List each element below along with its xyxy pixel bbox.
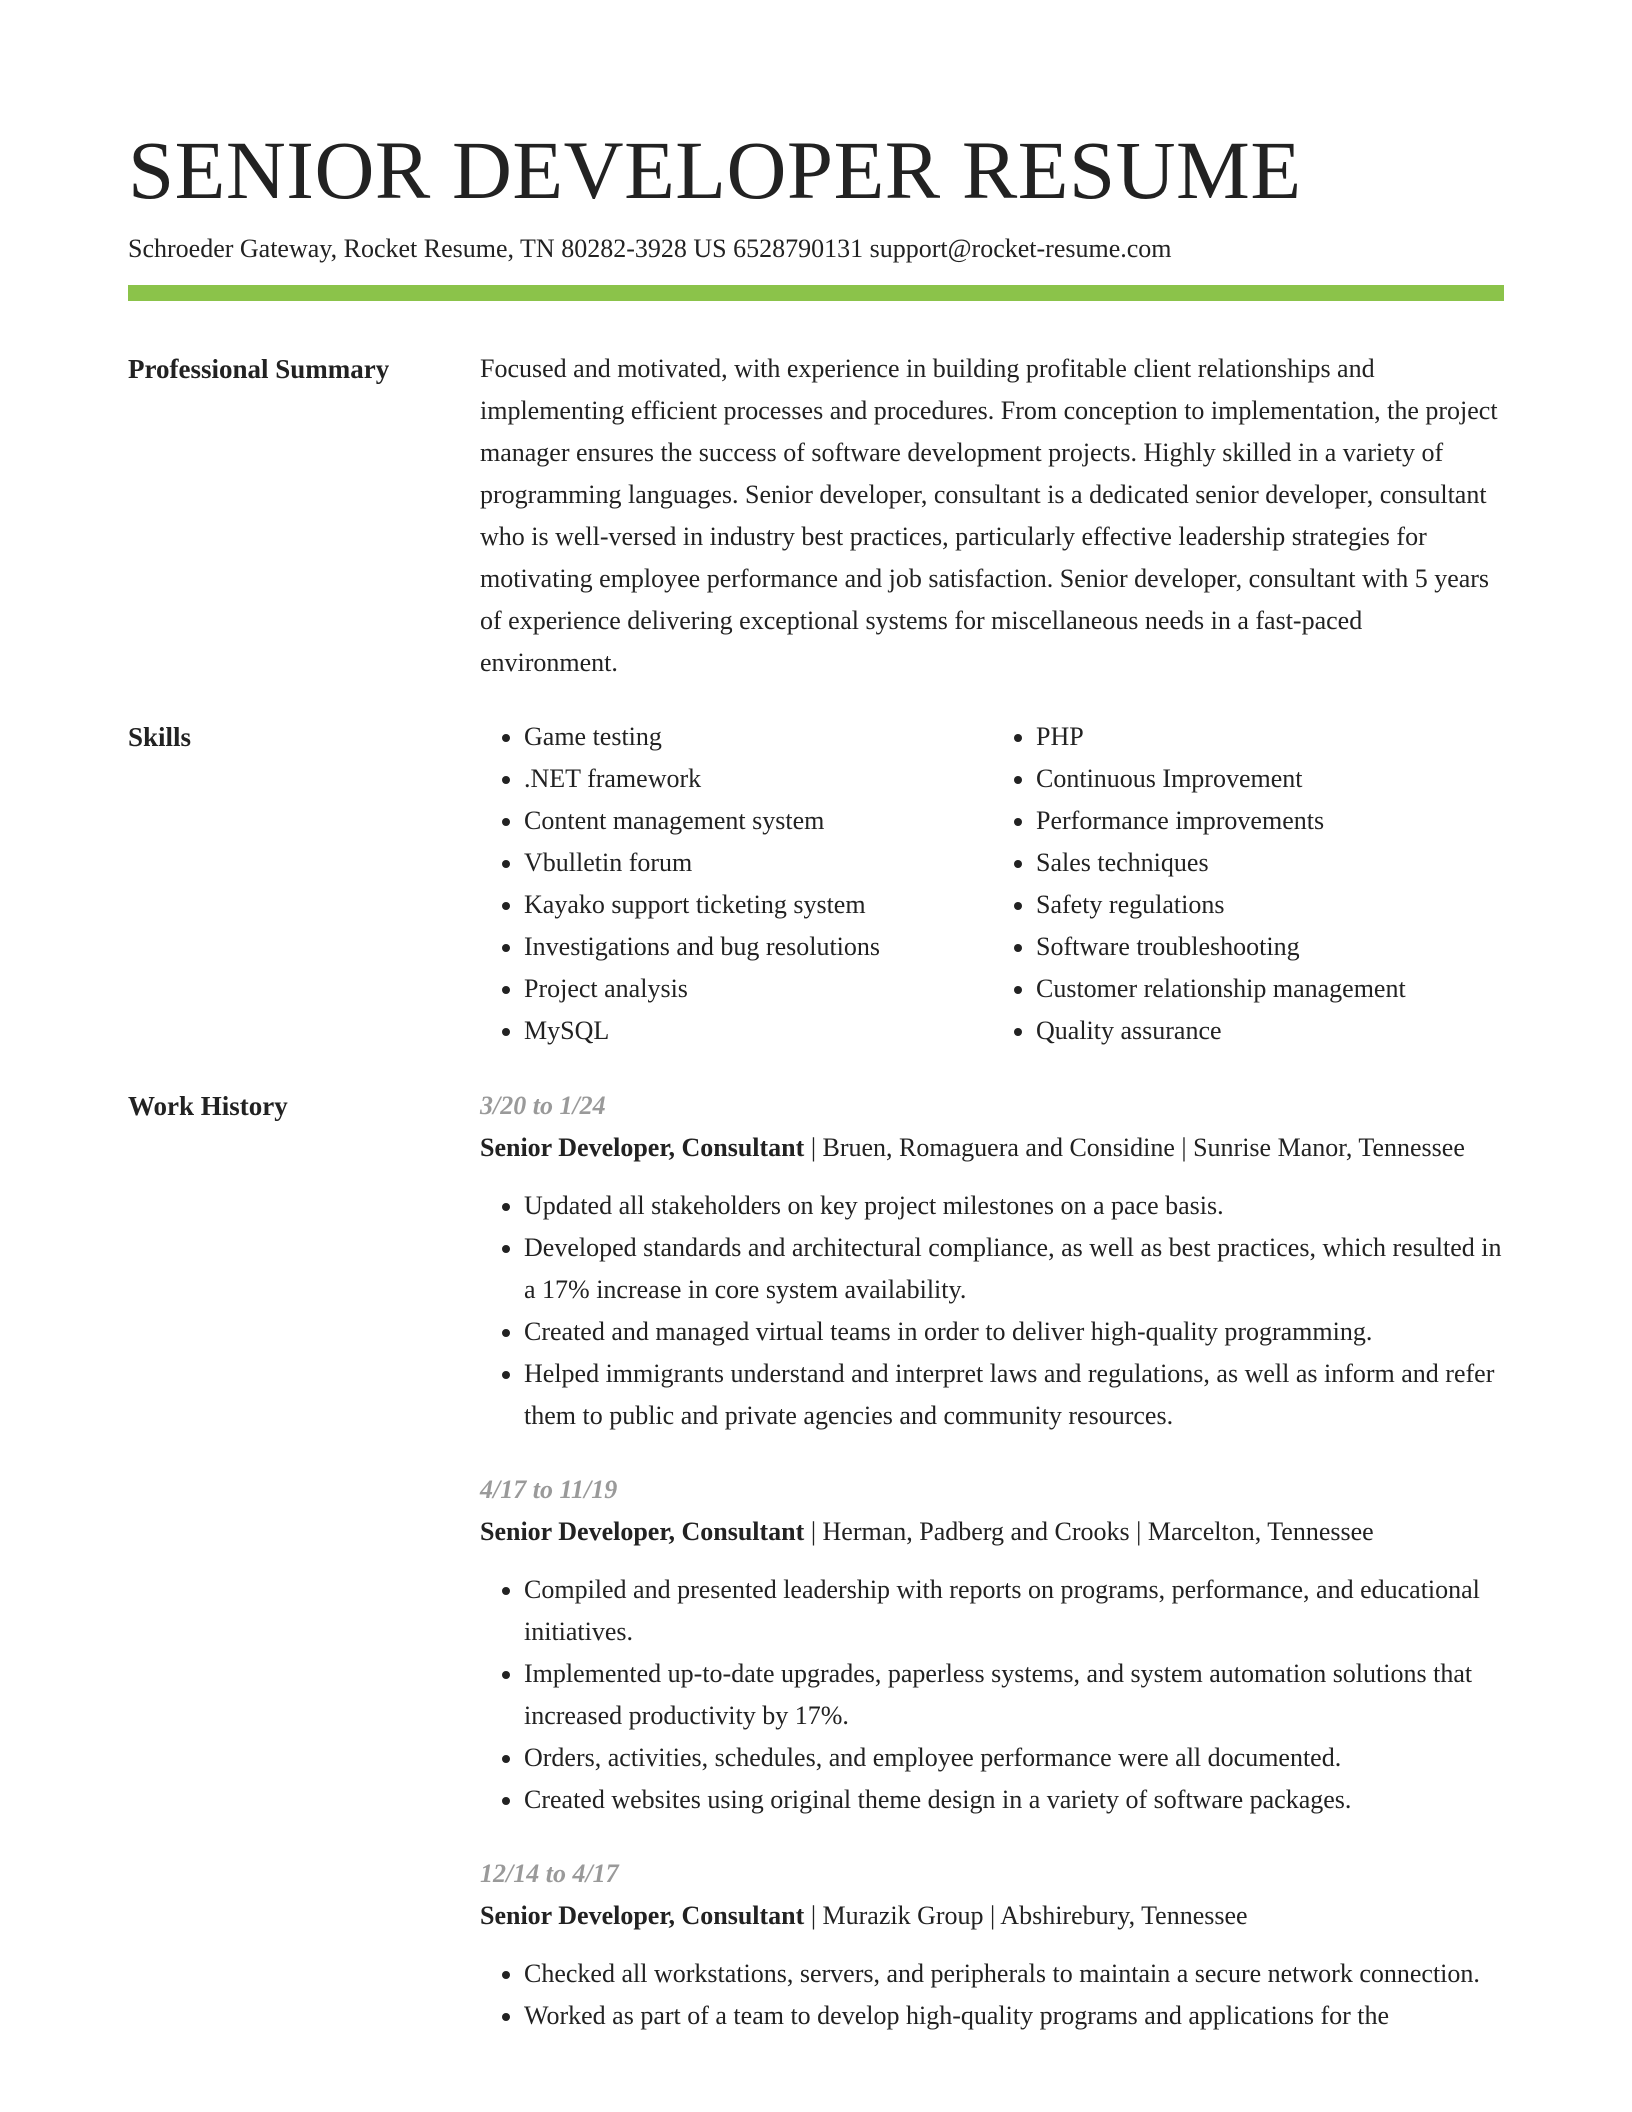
summary-label: Professional Summary bbox=[128, 354, 390, 384]
job-bullet: • Developed standards and architectural compliance, as well as best practices, which resulted in a 17% increase in core system availability. bbox=[524, 1227, 1504, 1311]
skill-item: • PHP bbox=[1036, 716, 1504, 758]
job-heading bbox=[480, 1895, 1504, 1937]
skill-item: • Sales techniques bbox=[1036, 842, 1504, 884]
job-bullet: • Created and managed virtual teams in order to deliver high-quality programming. bbox=[524, 1311, 1504, 1353]
skill-item: • .NET framework bbox=[524, 758, 992, 800]
job-bullet: • Worked as part of a team to develop high-quality programs and applications for the bbox=[524, 1995, 1504, 2037]
job-heading bbox=[480, 1127, 1504, 1169]
skill-item: • Software troubleshooting bbox=[1036, 926, 1504, 968]
accent-divider bbox=[128, 285, 1504, 301]
job-bullets bbox=[480, 1953, 1504, 2037]
job-title: Senior Developer, Consultant bbox=[480, 1517, 805, 1546]
job-bullets bbox=[480, 1569, 1504, 1821]
skill-item: • Investigations and bug resolutions bbox=[524, 926, 992, 968]
job-bullet: • Implemented up-to-date upgrades, paperless systems, and system automation solutions that increased productivity by 17%. bbox=[524, 1653, 1504, 1737]
work-history-label: Work History bbox=[128, 1091, 288, 1121]
skill-item: • Customer relationship management bbox=[1036, 968, 1504, 1010]
skill-item: • Project analysis bbox=[524, 968, 992, 1010]
job-entry bbox=[480, 1853, 1504, 2037]
job-bullet: • Updated all stakeholders on key project milestones on a pace basis. bbox=[524, 1185, 1504, 1227]
skill-item: • Performance improvements bbox=[1036, 800, 1504, 842]
skill-item: • Quality assurance bbox=[1036, 1010, 1504, 1052]
skills-list-right bbox=[992, 716, 1504, 1052]
job-date: 4/17 to 11/19 bbox=[480, 1475, 618, 1504]
skills-list-left bbox=[480, 716, 992, 1052]
job-bullet: • Compiled and presented leadership with reports on programs, performance, and educational initiatives. bbox=[524, 1569, 1504, 1653]
job-bullet: • Created websites using original theme design in a variety of software packages. bbox=[524, 1779, 1504, 1821]
job-entry bbox=[480, 1085, 1504, 1437]
summary-body bbox=[480, 348, 1504, 684]
skill-item: • Content management system bbox=[524, 800, 992, 842]
skill-item: • Vbulletin forum bbox=[524, 842, 992, 884]
job-employer-location: | Murazik Group | Abshirebury, Tennessee bbox=[804, 1901, 1248, 1930]
job-entry bbox=[480, 1469, 1504, 1821]
job-bullet: • Orders, activities, schedules, and employee performance were all documented. bbox=[524, 1737, 1504, 1779]
skill-item: • Safety regulations bbox=[1036, 884, 1504, 926]
job-bullet: • Checked all workstations, servers, and peripherals to maintain a secure network connection. bbox=[524, 1953, 1504, 1995]
skills-label: Skills bbox=[128, 722, 192, 752]
job-date: 3/20 to 1/24 bbox=[480, 1091, 606, 1120]
job-employer-location: | Bruen, Romaguera and Considine | Sunrise Manor, Tennessee bbox=[804, 1133, 1465, 1162]
skill-item: • Game testing bbox=[524, 716, 992, 758]
job-bullets bbox=[480, 1185, 1504, 1437]
job-date: 12/14 to 4/17 bbox=[480, 1859, 619, 1888]
job-title: Senior Developer, Consultant bbox=[480, 1133, 805, 1162]
summary-text: Focused and motivated, with experience in building profitable client relationships and implementing efficient processes and procedures. From conception to implementation, the project manager ensures the success of software development projects. Highly skilled in a variety of programming languages. Senior developer, consultant is a dedicated senior developer, consultant who is well-versed in industry best practices, particularly effective leadership strategies for motivating employee performance and job satisfaction. Senior developer, consultant with 5 years of experience delivering exceptional systems for miscellaneous needs in a fast-paced environment. bbox=[480, 354, 1498, 677]
skill-item: • Kayako support ticketing system bbox=[524, 884, 992, 926]
skill-item: • MySQL bbox=[524, 1010, 992, 1052]
job-bullet: • Helped immigrants understand and interpret laws and regulations, as well as inform and refer them to public and private agencies and community resources. bbox=[524, 1353, 1504, 1437]
page-title: SENIOR DEVELOPER RESUME bbox=[128, 124, 1302, 216]
skills-body bbox=[480, 716, 1504, 1052]
job-heading bbox=[480, 1511, 1504, 1553]
skill-item: • Continuous Improvement bbox=[1036, 758, 1504, 800]
contact-line: Schroeder Gateway, Rocket Resume, TN 80282-3928 US 6528790131 support@rocket-resume.com bbox=[128, 234, 1172, 263]
job-title: Senior Developer, Consultant bbox=[480, 1901, 805, 1930]
job-employer-location: | Herman, Padberg and Crooks | Marcelton, Tennessee bbox=[804, 1517, 1374, 1546]
work-history-body bbox=[480, 1085, 1504, 2069]
